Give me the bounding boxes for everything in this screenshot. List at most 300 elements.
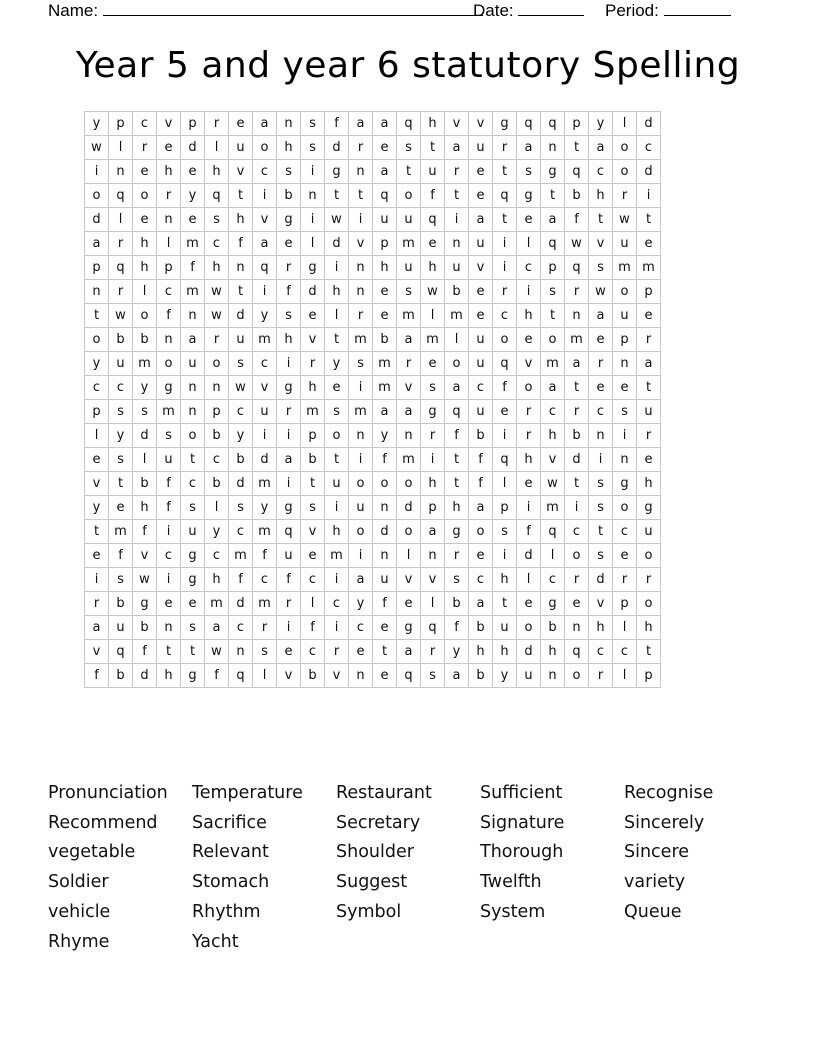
grid-cell[interactable]: b	[445, 280, 469, 304]
grid-cell[interactable]: w	[85, 136, 109, 160]
grid-cell[interactable]: f	[229, 568, 253, 592]
grid-cell[interactable]: n	[565, 616, 589, 640]
grid-cell[interactable]: o	[469, 520, 493, 544]
grid-cell[interactable]: t	[421, 136, 445, 160]
grid-cell[interactable]: s	[589, 496, 613, 520]
grid-cell[interactable]: e	[85, 448, 109, 472]
grid-cell[interactable]: u	[469, 232, 493, 256]
grid-cell[interactable]: o	[349, 472, 373, 496]
grid-cell[interactable]: e	[397, 592, 421, 616]
grid-cell[interactable]: v	[421, 568, 445, 592]
grid-cell[interactable]: t	[157, 640, 181, 664]
grid-cell[interactable]: w	[133, 568, 157, 592]
grid-cell[interactable]: b	[133, 328, 157, 352]
grid-cell[interactable]: l	[397, 544, 421, 568]
grid-cell[interactable]: m	[229, 544, 253, 568]
grid-cell[interactable]: t	[493, 160, 517, 184]
grid-cell[interactable]: u	[613, 232, 637, 256]
grid-cell[interactable]: s	[229, 496, 253, 520]
grid-cell[interactable]: v	[85, 640, 109, 664]
date-field[interactable]	[518, 0, 584, 16]
grid-cell[interactable]: g	[493, 112, 517, 136]
grid-cell[interactable]: u	[397, 208, 421, 232]
grid-cell[interactable]: a	[373, 400, 397, 424]
grid-cell[interactable]: m	[133, 352, 157, 376]
grid-cell[interactable]: e	[469, 160, 493, 184]
grid-cell[interactable]: h	[637, 472, 661, 496]
grid-cell[interactable]: p	[613, 592, 637, 616]
grid-cell[interactable]: r	[133, 136, 157, 160]
grid-cell[interactable]: h	[301, 376, 325, 400]
grid-cell[interactable]: f	[253, 544, 277, 568]
grid-cell[interactable]: r	[613, 568, 637, 592]
grid-cell[interactable]: h	[421, 112, 445, 136]
grid-cell[interactable]: h	[157, 160, 181, 184]
grid-cell[interactable]: q	[493, 448, 517, 472]
grid-cell[interactable]: m	[613, 256, 637, 280]
grid-cell[interactable]: t	[541, 304, 565, 328]
grid-cell[interactable]: c	[589, 400, 613, 424]
grid-cell[interactable]: s	[109, 568, 133, 592]
grid-cell[interactable]: m	[541, 496, 565, 520]
grid-cell[interactable]: w	[205, 280, 229, 304]
grid-cell[interactable]: n	[541, 664, 565, 688]
grid-cell[interactable]: m	[397, 448, 421, 472]
grid-cell[interactable]: l	[421, 592, 445, 616]
grid-cell[interactable]: s	[613, 400, 637, 424]
grid-cell[interactable]: e	[157, 136, 181, 160]
grid-cell[interactable]: n	[421, 544, 445, 568]
grid-cell[interactable]: n	[349, 424, 373, 448]
grid-cell[interactable]: o	[517, 616, 541, 640]
grid-cell[interactable]: f	[373, 448, 397, 472]
grid-cell[interactable]: v	[301, 520, 325, 544]
grid-cell[interactable]: h	[373, 256, 397, 280]
grid-cell[interactable]: l	[613, 616, 637, 640]
grid-cell[interactable]: l	[301, 232, 325, 256]
grid-cell[interactable]: g	[157, 376, 181, 400]
grid-cell[interactable]: w	[421, 280, 445, 304]
grid-cell[interactable]: q	[541, 232, 565, 256]
grid-cell[interactable]: h	[277, 136, 301, 160]
grid-cell[interactable]: e	[637, 304, 661, 328]
grid-cell[interactable]: s	[589, 544, 613, 568]
grid-cell[interactable]: e	[469, 544, 493, 568]
grid-cell[interactable]: i	[325, 568, 349, 592]
grid-cell[interactable]: h	[517, 304, 541, 328]
grid-cell[interactable]: a	[445, 136, 469, 160]
grid-cell[interactable]: t	[301, 472, 325, 496]
grid-cell[interactable]: g	[181, 544, 205, 568]
grid-cell[interactable]: f	[157, 472, 181, 496]
grid-cell[interactable]: b	[541, 616, 565, 640]
grid-cell[interactable]: o	[397, 520, 421, 544]
grid-cell[interactable]: r	[325, 640, 349, 664]
grid-cell[interactable]: s	[301, 112, 325, 136]
grid-cell[interactable]: b	[469, 616, 493, 640]
grid-cell[interactable]: f	[373, 592, 397, 616]
grid-cell[interactable]: i	[157, 520, 181, 544]
grid-cell[interactable]: s	[301, 136, 325, 160]
grid-cell[interactable]: v	[157, 112, 181, 136]
grid-cell[interactable]: v	[349, 232, 373, 256]
grid-cell[interactable]: l	[517, 568, 541, 592]
grid-cell[interactable]: v	[397, 568, 421, 592]
grid-cell[interactable]: c	[637, 136, 661, 160]
grid-cell[interactable]: c	[349, 616, 373, 640]
grid-cell[interactable]: h	[517, 448, 541, 472]
grid-cell[interactable]: q	[421, 208, 445, 232]
grid-cell[interactable]: h	[469, 640, 493, 664]
grid-cell[interactable]: r	[565, 568, 589, 592]
grid-cell[interactable]: d	[181, 136, 205, 160]
grid-cell[interactable]: y	[349, 592, 373, 616]
grid-cell[interactable]: a	[85, 616, 109, 640]
grid-cell[interactable]: f	[157, 496, 181, 520]
grid-cell[interactable]: h	[133, 256, 157, 280]
grid-cell[interactable]: m	[109, 520, 133, 544]
grid-cell[interactable]: m	[253, 592, 277, 616]
grid-cell[interactable]: c	[325, 592, 349, 616]
grid-cell[interactable]: m	[253, 520, 277, 544]
grid-cell[interactable]: h	[229, 208, 253, 232]
grid-cell[interactable]: h	[157, 664, 181, 688]
grid-cell[interactable]: l	[157, 232, 181, 256]
grid-cell[interactable]: b	[109, 664, 133, 688]
grid-cell[interactable]: m	[253, 472, 277, 496]
grid-cell[interactable]: f	[421, 184, 445, 208]
grid-cell[interactable]: q	[109, 256, 133, 280]
grid-cell[interactable]: r	[445, 544, 469, 568]
grid-cell[interactable]: m	[637, 256, 661, 280]
grid-cell[interactable]: i	[301, 208, 325, 232]
grid-cell[interactable]: e	[85, 544, 109, 568]
grid-cell[interactable]: d	[589, 568, 613, 592]
grid-cell[interactable]: t	[445, 472, 469, 496]
grid-cell[interactable]: r	[589, 352, 613, 376]
grid-cell[interactable]: p	[85, 400, 109, 424]
grid-cell[interactable]: d	[637, 112, 661, 136]
grid-cell[interactable]: s	[277, 160, 301, 184]
grid-cell[interactable]: a	[469, 208, 493, 232]
grid-cell[interactable]: i	[277, 352, 301, 376]
grid-cell[interactable]: q	[229, 664, 253, 688]
grid-cell[interactable]: t	[373, 640, 397, 664]
grid-cell[interactable]: f	[133, 640, 157, 664]
grid-cell[interactable]: e	[181, 592, 205, 616]
grid-cell[interactable]: s	[325, 400, 349, 424]
grid-cell[interactable]: e	[277, 640, 301, 664]
grid-cell[interactable]: r	[493, 280, 517, 304]
grid-cell[interactable]: a	[181, 328, 205, 352]
grid-cell[interactable]: s	[493, 520, 517, 544]
grid-cell[interactable]: i	[493, 232, 517, 256]
grid-cell[interactable]: g	[277, 208, 301, 232]
grid-cell[interactable]: c	[157, 280, 181, 304]
grid-cell[interactable]: r	[637, 328, 661, 352]
grid-cell[interactable]: m	[205, 592, 229, 616]
grid-cell[interactable]: i	[325, 496, 349, 520]
grid-cell[interactable]: m	[349, 400, 373, 424]
grid-cell[interactable]: l	[613, 664, 637, 688]
grid-cell[interactable]: c	[517, 256, 541, 280]
grid-cell[interactable]: o	[133, 184, 157, 208]
grid-cell[interactable]: p	[205, 400, 229, 424]
grid-cell[interactable]: i	[349, 448, 373, 472]
grid-cell[interactable]: q	[493, 352, 517, 376]
grid-cell[interactable]: h	[421, 472, 445, 496]
grid-cell[interactable]: s	[277, 304, 301, 328]
grid-cell[interactable]: u	[181, 352, 205, 376]
grid-cell[interactable]: h	[493, 568, 517, 592]
grid-cell[interactable]: i	[517, 280, 541, 304]
grid-cell[interactable]: t	[325, 184, 349, 208]
grid-cell[interactable]: e	[109, 496, 133, 520]
grid-cell[interactable]: c	[205, 448, 229, 472]
grid-cell[interactable]: r	[205, 328, 229, 352]
grid-cell[interactable]: q	[565, 256, 589, 280]
grid-cell[interactable]: u	[469, 328, 493, 352]
grid-cell[interactable]: d	[133, 424, 157, 448]
grid-cell[interactable]: q	[493, 184, 517, 208]
grid-cell[interactable]: n	[109, 160, 133, 184]
grid-cell[interactable]: u	[637, 520, 661, 544]
grid-cell[interactable]: c	[589, 160, 613, 184]
grid-cell[interactable]: i	[253, 280, 277, 304]
grid-cell[interactable]: c	[589, 640, 613, 664]
grid-cell[interactable]: g	[277, 496, 301, 520]
grid-cell[interactable]: d	[85, 208, 109, 232]
grid-cell[interactable]: i	[493, 256, 517, 280]
grid-cell[interactable]: w	[541, 472, 565, 496]
grid-cell[interactable]: s	[397, 136, 421, 160]
grid-cell[interactable]: i	[565, 496, 589, 520]
grid-cell[interactable]: h	[589, 616, 613, 640]
grid-cell[interactable]: p	[373, 232, 397, 256]
grid-cell[interactable]: f	[277, 280, 301, 304]
grid-cell[interactable]: i	[253, 424, 277, 448]
grid-cell[interactable]: i	[421, 448, 445, 472]
grid-cell[interactable]: s	[181, 616, 205, 640]
grid-cell[interactable]: m	[445, 304, 469, 328]
grid-cell[interactable]: f	[493, 376, 517, 400]
grid-cell[interactable]: t	[85, 304, 109, 328]
grid-cell[interactable]: i	[157, 568, 181, 592]
grid-cell[interactable]: m	[253, 328, 277, 352]
grid-cell[interactable]: r	[205, 112, 229, 136]
grid-cell[interactable]: h	[445, 496, 469, 520]
grid-cell[interactable]: b	[469, 424, 493, 448]
grid-cell[interactable]: r	[421, 424, 445, 448]
grid-cell[interactable]: e	[517, 208, 541, 232]
grid-cell[interactable]: i	[637, 184, 661, 208]
grid-cell[interactable]: y	[589, 112, 613, 136]
grid-cell[interactable]: g	[133, 592, 157, 616]
grid-cell[interactable]: y	[85, 112, 109, 136]
grid-cell[interactable]: e	[421, 352, 445, 376]
grid-cell[interactable]: q	[373, 184, 397, 208]
grid-cell[interactable]: r	[277, 400, 301, 424]
grid-cell[interactable]: w	[109, 304, 133, 328]
grid-cell[interactable]: e	[181, 160, 205, 184]
grid-cell[interactable]: h	[133, 496, 157, 520]
grid-cell[interactable]: c	[85, 376, 109, 400]
grid-cell[interactable]: e	[421, 232, 445, 256]
grid-cell[interactable]: e	[469, 184, 493, 208]
grid-cell[interactable]: b	[565, 424, 589, 448]
grid-cell[interactable]: e	[133, 160, 157, 184]
grid-cell[interactable]: v	[133, 544, 157, 568]
grid-cell[interactable]: a	[541, 208, 565, 232]
grid-cell[interactable]: s	[349, 352, 373, 376]
grid-cell[interactable]: n	[157, 616, 181, 640]
grid-cell[interactable]: o	[613, 160, 637, 184]
grid-cell[interactable]: u	[445, 256, 469, 280]
grid-cell[interactable]: f	[301, 616, 325, 640]
grid-cell[interactable]: p	[181, 112, 205, 136]
grid-cell[interactable]: n	[181, 400, 205, 424]
grid-cell[interactable]: e	[301, 304, 325, 328]
grid-cell[interactable]: f	[85, 664, 109, 688]
grid-cell[interactable]: a	[205, 616, 229, 640]
grid-cell[interactable]: c	[253, 352, 277, 376]
grid-cell[interactable]: h	[541, 424, 565, 448]
grid-cell[interactable]: i	[493, 544, 517, 568]
grid-cell[interactable]: d	[637, 160, 661, 184]
grid-cell[interactable]: p	[637, 280, 661, 304]
grid-cell[interactable]: r	[493, 136, 517, 160]
grid-cell[interactable]: r	[565, 400, 589, 424]
grid-cell[interactable]: b	[301, 664, 325, 688]
grid-cell[interactable]: e	[373, 616, 397, 640]
grid-cell[interactable]: e	[517, 472, 541, 496]
grid-cell[interactable]: m	[301, 400, 325, 424]
grid-cell[interactable]: g	[181, 664, 205, 688]
grid-cell[interactable]: h	[205, 256, 229, 280]
grid-cell[interactable]: n	[181, 376, 205, 400]
grid-cell[interactable]: h	[325, 280, 349, 304]
grid-cell[interactable]: n	[157, 328, 181, 352]
grid-cell[interactable]: h	[421, 256, 445, 280]
grid-cell[interactable]: a	[373, 160, 397, 184]
grid-cell[interactable]: t	[541, 184, 565, 208]
grid-cell[interactable]: i	[349, 208, 373, 232]
grid-cell[interactable]: q	[109, 640, 133, 664]
grid-cell[interactable]: m	[349, 328, 373, 352]
grid-cell[interactable]: d	[397, 496, 421, 520]
grid-cell[interactable]: v	[253, 376, 277, 400]
grid-cell[interactable]: q	[445, 400, 469, 424]
grid-cell[interactable]: e	[493, 400, 517, 424]
grid-cell[interactable]: a	[589, 136, 613, 160]
grid-cell[interactable]: t	[229, 184, 253, 208]
grid-cell[interactable]: h	[493, 640, 517, 664]
grid-cell[interactable]: l	[205, 496, 229, 520]
grid-cell[interactable]: d	[565, 448, 589, 472]
grid-cell[interactable]: p	[565, 112, 589, 136]
grid-cell[interactable]: h	[589, 184, 613, 208]
grid-cell[interactable]: d	[229, 304, 253, 328]
grid-cell[interactable]: b	[133, 472, 157, 496]
grid-cell[interactable]: u	[277, 544, 301, 568]
grid-cell[interactable]: c	[181, 472, 205, 496]
grid-cell[interactable]: n	[565, 304, 589, 328]
grid-cell[interactable]: t	[85, 520, 109, 544]
grid-cell[interactable]: a	[469, 592, 493, 616]
grid-cell[interactable]: v	[325, 664, 349, 688]
grid-cell[interactable]: i	[325, 616, 349, 640]
grid-cell[interactable]: q	[541, 520, 565, 544]
grid-cell[interactable]: c	[157, 544, 181, 568]
grid-cell[interactable]: c	[133, 112, 157, 136]
grid-cell[interactable]: u	[229, 328, 253, 352]
grid-cell[interactable]: y	[325, 352, 349, 376]
grid-cell[interactable]: a	[421, 520, 445, 544]
grid-cell[interactable]: p	[541, 256, 565, 280]
grid-cell[interactable]: q	[565, 160, 589, 184]
grid-cell[interactable]: n	[373, 496, 397, 520]
grid-cell[interactable]: t	[493, 208, 517, 232]
grid-cell[interactable]: f	[445, 616, 469, 640]
grid-cell[interactable]: u	[253, 400, 277, 424]
grid-cell[interactable]: o	[397, 472, 421, 496]
grid-cell[interactable]: i	[517, 496, 541, 520]
grid-cell[interactable]: o	[517, 376, 541, 400]
grid-cell[interactable]: q	[565, 640, 589, 664]
grid-cell[interactable]: c	[469, 376, 493, 400]
grid-cell[interactable]: e	[589, 328, 613, 352]
grid-cell[interactable]: a	[445, 376, 469, 400]
grid-cell[interactable]: q	[397, 112, 421, 136]
grid-cell[interactable]: t	[493, 592, 517, 616]
grid-cell[interactable]: f	[157, 304, 181, 328]
grid-cell[interactable]: o	[541, 328, 565, 352]
grid-cell[interactable]: b	[109, 328, 133, 352]
grid-cell[interactable]: f	[469, 472, 493, 496]
grid-cell[interactable]: i	[445, 208, 469, 232]
grid-cell[interactable]: e	[157, 592, 181, 616]
grid-cell[interactable]: n	[349, 256, 373, 280]
grid-cell[interactable]: i	[613, 424, 637, 448]
grid-cell[interactable]: a	[253, 112, 277, 136]
grid-cell[interactable]: e	[373, 136, 397, 160]
grid-cell[interactable]: m	[325, 544, 349, 568]
grid-cell[interactable]: o	[565, 544, 589, 568]
grid-cell[interactable]: u	[493, 616, 517, 640]
grid-cell[interactable]: o	[493, 328, 517, 352]
grid-cell[interactable]: y	[253, 304, 277, 328]
grid-cell[interactable]: s	[589, 256, 613, 280]
grid-cell[interactable]: u	[637, 400, 661, 424]
grid-cell[interactable]: v	[301, 328, 325, 352]
grid-cell[interactable]: v	[469, 256, 493, 280]
grid-cell[interactable]: n	[157, 208, 181, 232]
grid-cell[interactable]: r	[613, 184, 637, 208]
grid-cell[interactable]: p	[493, 496, 517, 520]
grid-cell[interactable]: e	[469, 304, 493, 328]
grid-cell[interactable]: c	[469, 568, 493, 592]
grid-cell[interactable]: u	[397, 256, 421, 280]
grid-cell[interactable]: e	[613, 376, 637, 400]
grid-cell[interactable]: c	[229, 616, 253, 640]
grid-cell[interactable]: e	[517, 328, 541, 352]
grid-cell[interactable]: u	[517, 664, 541, 688]
grid-cell[interactable]: u	[469, 352, 493, 376]
grid-cell[interactable]: t	[565, 136, 589, 160]
grid-cell[interactable]: g	[613, 472, 637, 496]
grid-cell[interactable]: l	[109, 208, 133, 232]
grid-cell[interactable]: p	[637, 664, 661, 688]
